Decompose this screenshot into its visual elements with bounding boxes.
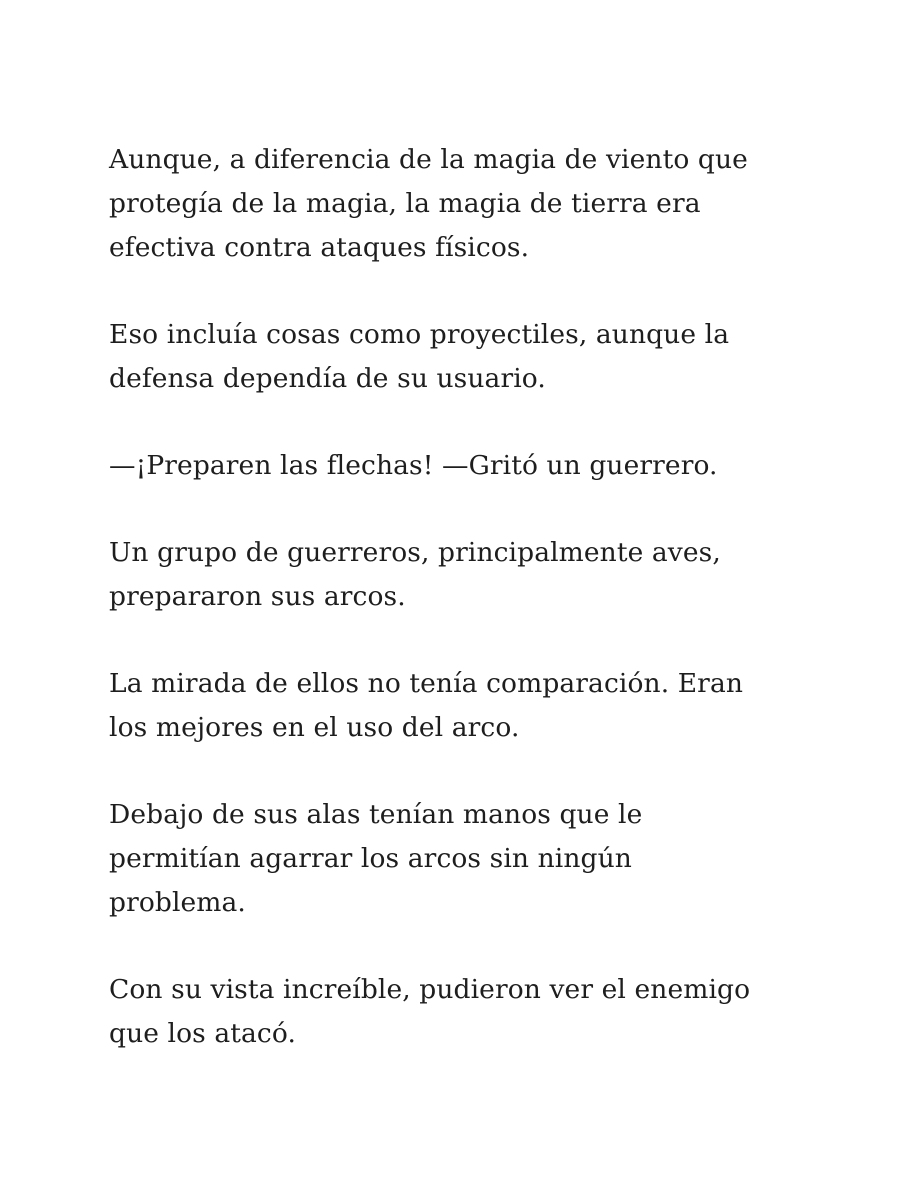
text-line: protegía de la magia, la magia de tierra era	[109, 188, 701, 219]
paragraph-1	[109, 138, 809, 270]
text-line: los mejores en el uso del arco.	[109, 712, 520, 743]
text-line: Debajo de sus alas tenían manos que le	[109, 799, 643, 830]
paragraph-5	[109, 662, 809, 750]
text-line: permitían agarrar los arcos sin ningún	[109, 843, 632, 874]
text-line: efectiva contra ataques físicos.	[109, 232, 530, 263]
paragraph-6	[109, 793, 809, 925]
text-line: Un grupo de guerreros, principalmente aves,	[109, 537, 721, 568]
paragraph-7	[109, 968, 809, 1056]
paragraph-3-dialogue	[109, 444, 809, 488]
text-line: La mirada de ellos no tenía comparación. Eran	[109, 668, 744, 699]
text-line: Con su vista increíble, pudieron ver el enemigo	[109, 974, 751, 1005]
text-line: defensa dependía de su usuario.	[109, 363, 546, 394]
text-line: que los atacó.	[109, 1018, 296, 1049]
text-line: Aunque, a diferencia de la magia de viento que	[109, 144, 748, 175]
paragraph-4	[109, 531, 809, 619]
text-line: problema.	[109, 887, 246, 918]
story-text	[109, 138, 809, 1099]
text-line: prepararon sus arcos.	[109, 581, 406, 612]
text-line: —¡Preparen las flechas! —Gritó un guerrero.	[109, 450, 718, 481]
paragraph-2	[109, 313, 809, 401]
text-line: Eso incluía cosas como proyectiles, aunque la	[109, 319, 730, 350]
